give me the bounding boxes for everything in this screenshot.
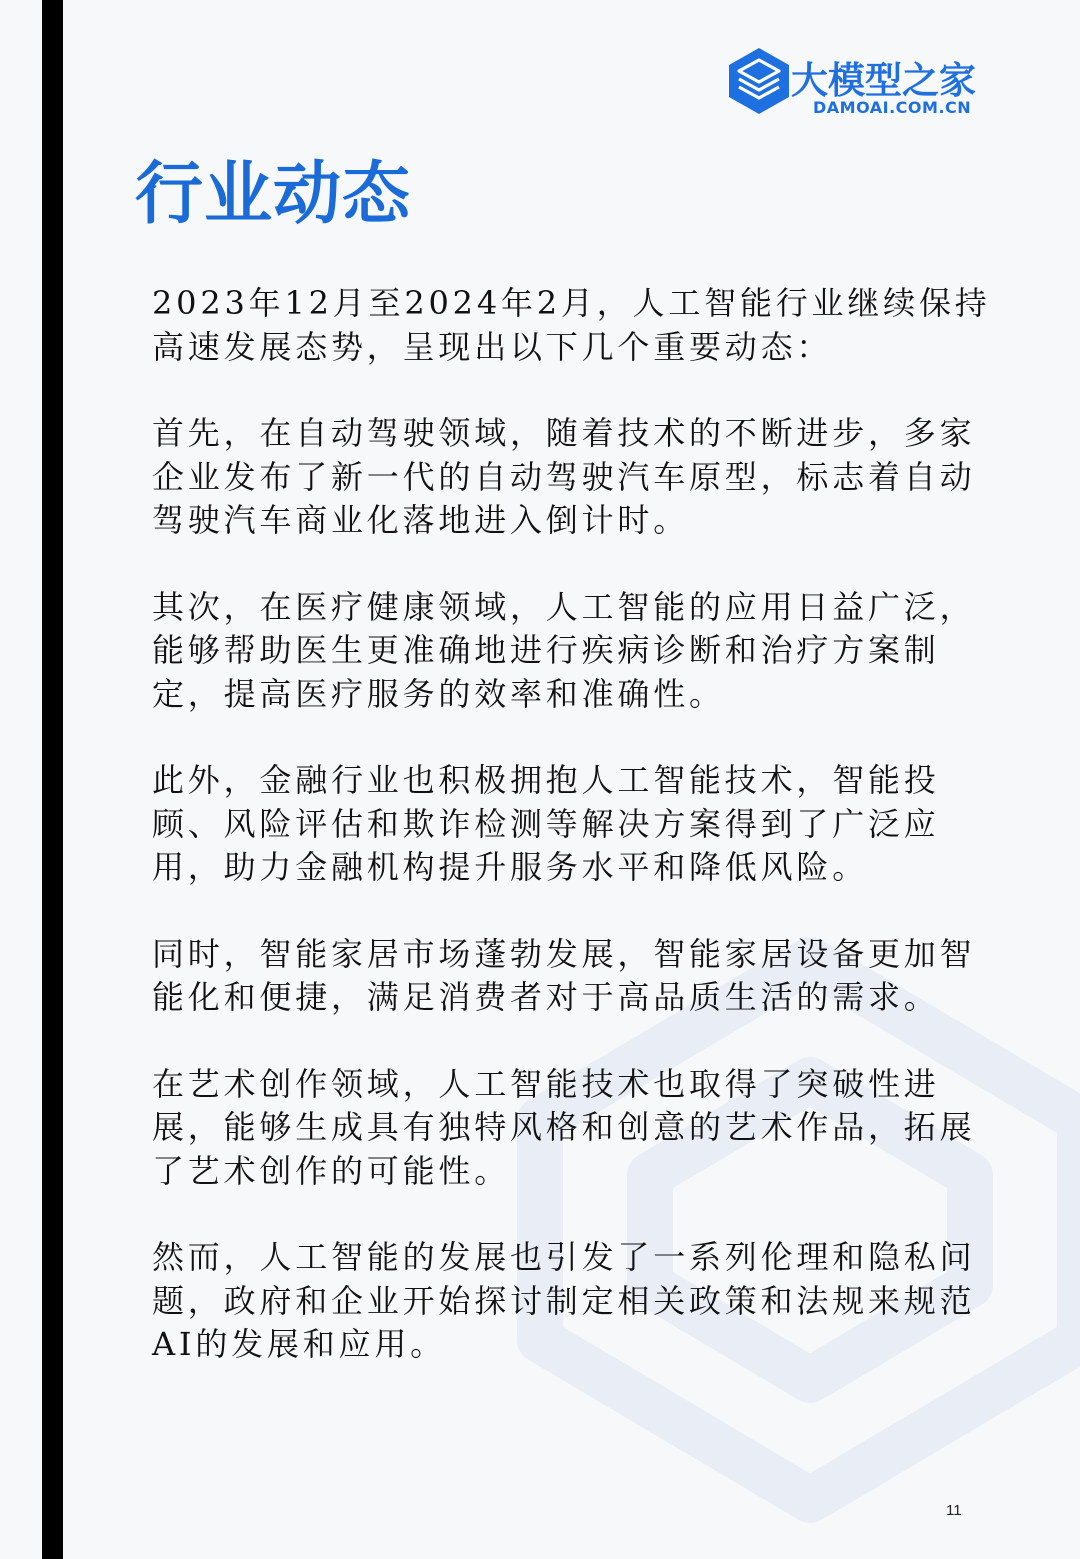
paragraph-finance: 此外，金融行业也积极拥抱人工智能技术，智能投顾、风险评估和欺诈检测等解决方案得到了广泛应用，助力金融机构提升服务水平和降低风险。: [152, 761, 940, 886]
left-edge-bar: [42, 0, 63, 1559]
brand-logo: [727, 44, 997, 124]
paragraph-ethics: 然而，人工智能的发展也引发了一系列伦理和隐私问题，政府和企业开始探讨制定相关政策和法规来规范AI的发展和应用。: [152, 1238, 976, 1363]
paragraph-intro: 2023年12月至2024年2月，人工智能行业继续保持高速发展态势，呈现出以下几个重要动态：: [152, 284, 991, 366]
brand-url: DAMOAI.COM.CN: [813, 98, 972, 117]
page-title: 行业动态: [135, 155, 412, 234]
article-body: [152, 282, 997, 1410]
brand-name: 大模型之家: [791, 59, 976, 102]
paragraph-healthcare: 其次，在医疗健康领域，人工智能的应用日益广泛，能够帮助医生更准确地进行疾病诊断和治疗方案制定，提高医疗服务的效率和准确性。: [152, 587, 976, 713]
paragraph-smart-home: 同时，智能家居市场蓬勃发展，智能家居设备更加智能化和便捷，满足消费者对于高品质生活的需求。: [152, 934, 976, 1016]
logo-hexagon-icon: [727, 46, 791, 116]
paragraph-art: 在艺术创作领域，人工智能技术也取得了突破性进展，能够生成具有独特风格和创意的艺术作品，拓展了艺术创作的可能性。: [152, 1064, 976, 1190]
page-number: 11: [946, 1502, 962, 1519]
paragraph-autonomous-driving: 首先，在自动驾驶领域，随着技术的不断进步，多家企业发布了新一代的自动驾驶汽车原型，标志着自动驾驶汽车商业化落地进入倒计时。: [152, 414, 976, 539]
